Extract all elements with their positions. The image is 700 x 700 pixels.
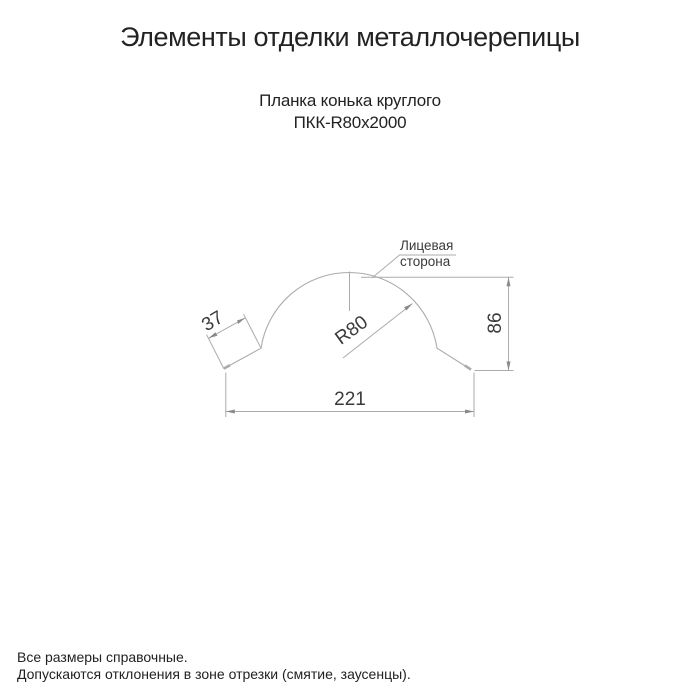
right-hem-fold bbox=[465, 366, 471, 370]
footnotes bbox=[17, 649, 411, 682]
width-dimension-label: 221 bbox=[334, 389, 366, 410]
footnote-line2: Допускаются отклонения в зоне отрезки (смятие, заусенцы). bbox=[17, 665, 411, 682]
height-dimension-label: 86 bbox=[485, 312, 506, 334]
face-side-callout-line2: сторона bbox=[400, 254, 451, 269]
dim-221-arrow-right bbox=[465, 410, 474, 414]
dim-86-arrow-bottom bbox=[507, 362, 511, 371]
footnote-line1: Все размеры справочные. bbox=[17, 649, 188, 665]
face-side-callout-line1: Лицевая bbox=[400, 238, 454, 253]
flange-dimension-label: 37 bbox=[198, 307, 228, 337]
dim-37-arrow-right bbox=[237, 318, 245, 324]
radius-dimension-label: R80 bbox=[331, 311, 372, 350]
face-side-callout bbox=[400, 238, 453, 270]
dim-221-arrow-left bbox=[226, 410, 235, 414]
left-hem-fold bbox=[224, 365, 230, 368]
dim-86-arrow-top bbox=[507, 277, 511, 286]
product-code: ПКК-R80x2000 bbox=[293, 113, 407, 132]
product-name: Планка конька круглого bbox=[259, 91, 441, 110]
page-title: Элементы отделки металлочерепицы bbox=[120, 22, 580, 52]
